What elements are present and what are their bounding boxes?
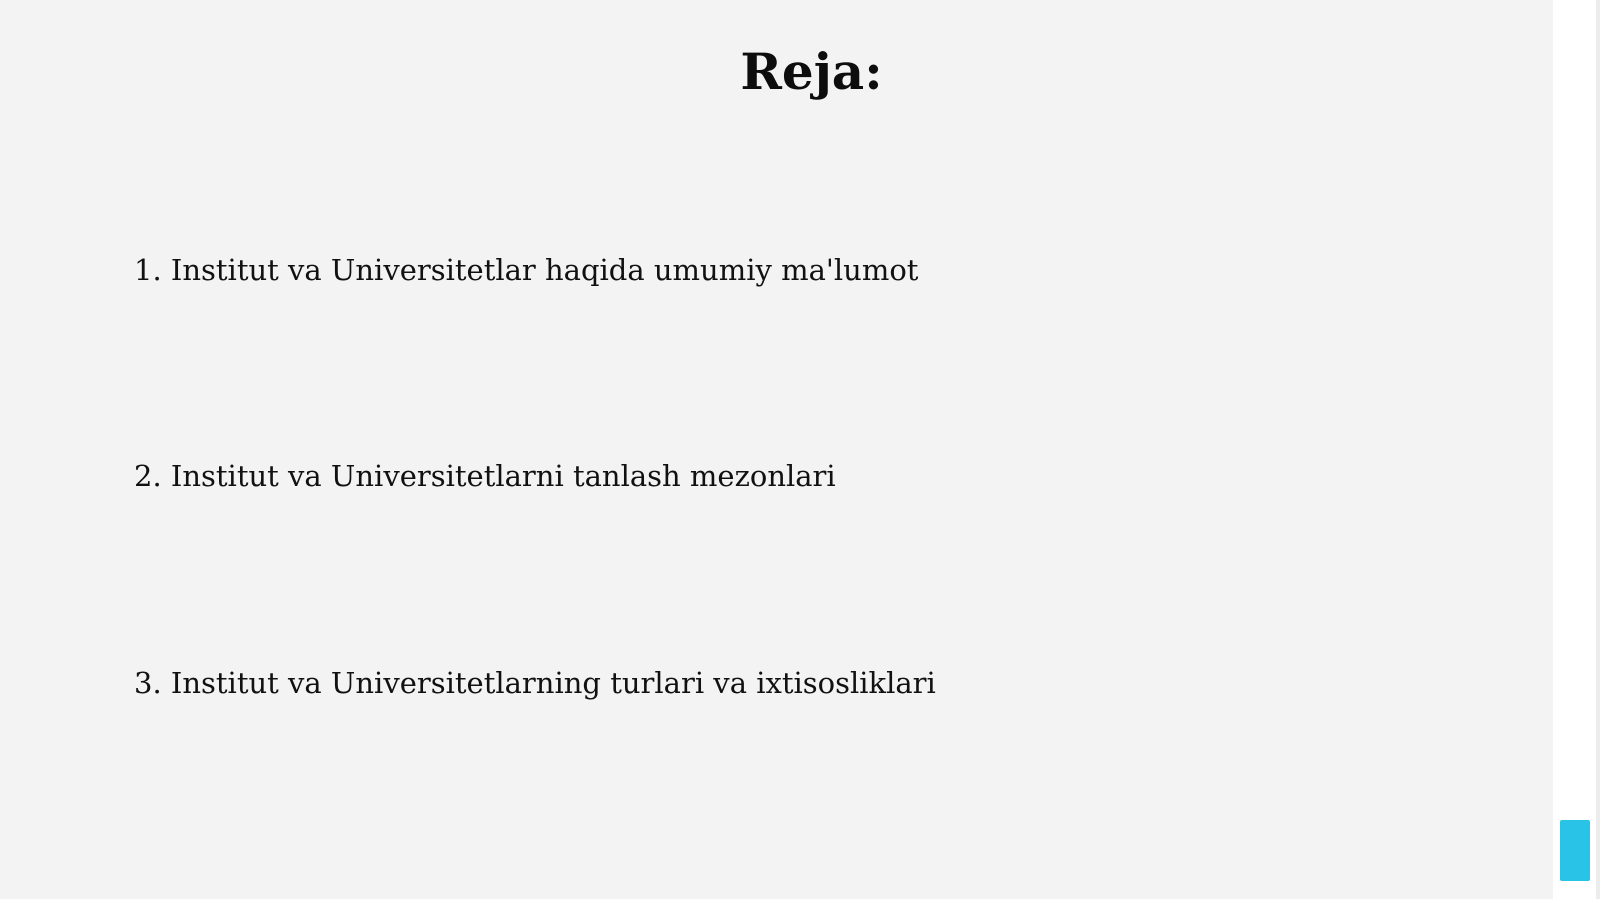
plan-item-1: 1. Institut va Universitetlar haqida umumiy ma'lumot (134, 253, 919, 287)
window-edge (1596, 0, 1600, 899)
plan-item-2: 2. Institut va Universitetlarni tanlash mezonlari (134, 459, 836, 493)
slide-title: Reja: (740, 42, 883, 101)
side-panel (1553, 0, 1600, 899)
scroll-handle[interactable] (1560, 820, 1590, 881)
plan-item-3: 3. Institut va Universitetlarning turlari va ixtisosliklari (134, 666, 936, 700)
